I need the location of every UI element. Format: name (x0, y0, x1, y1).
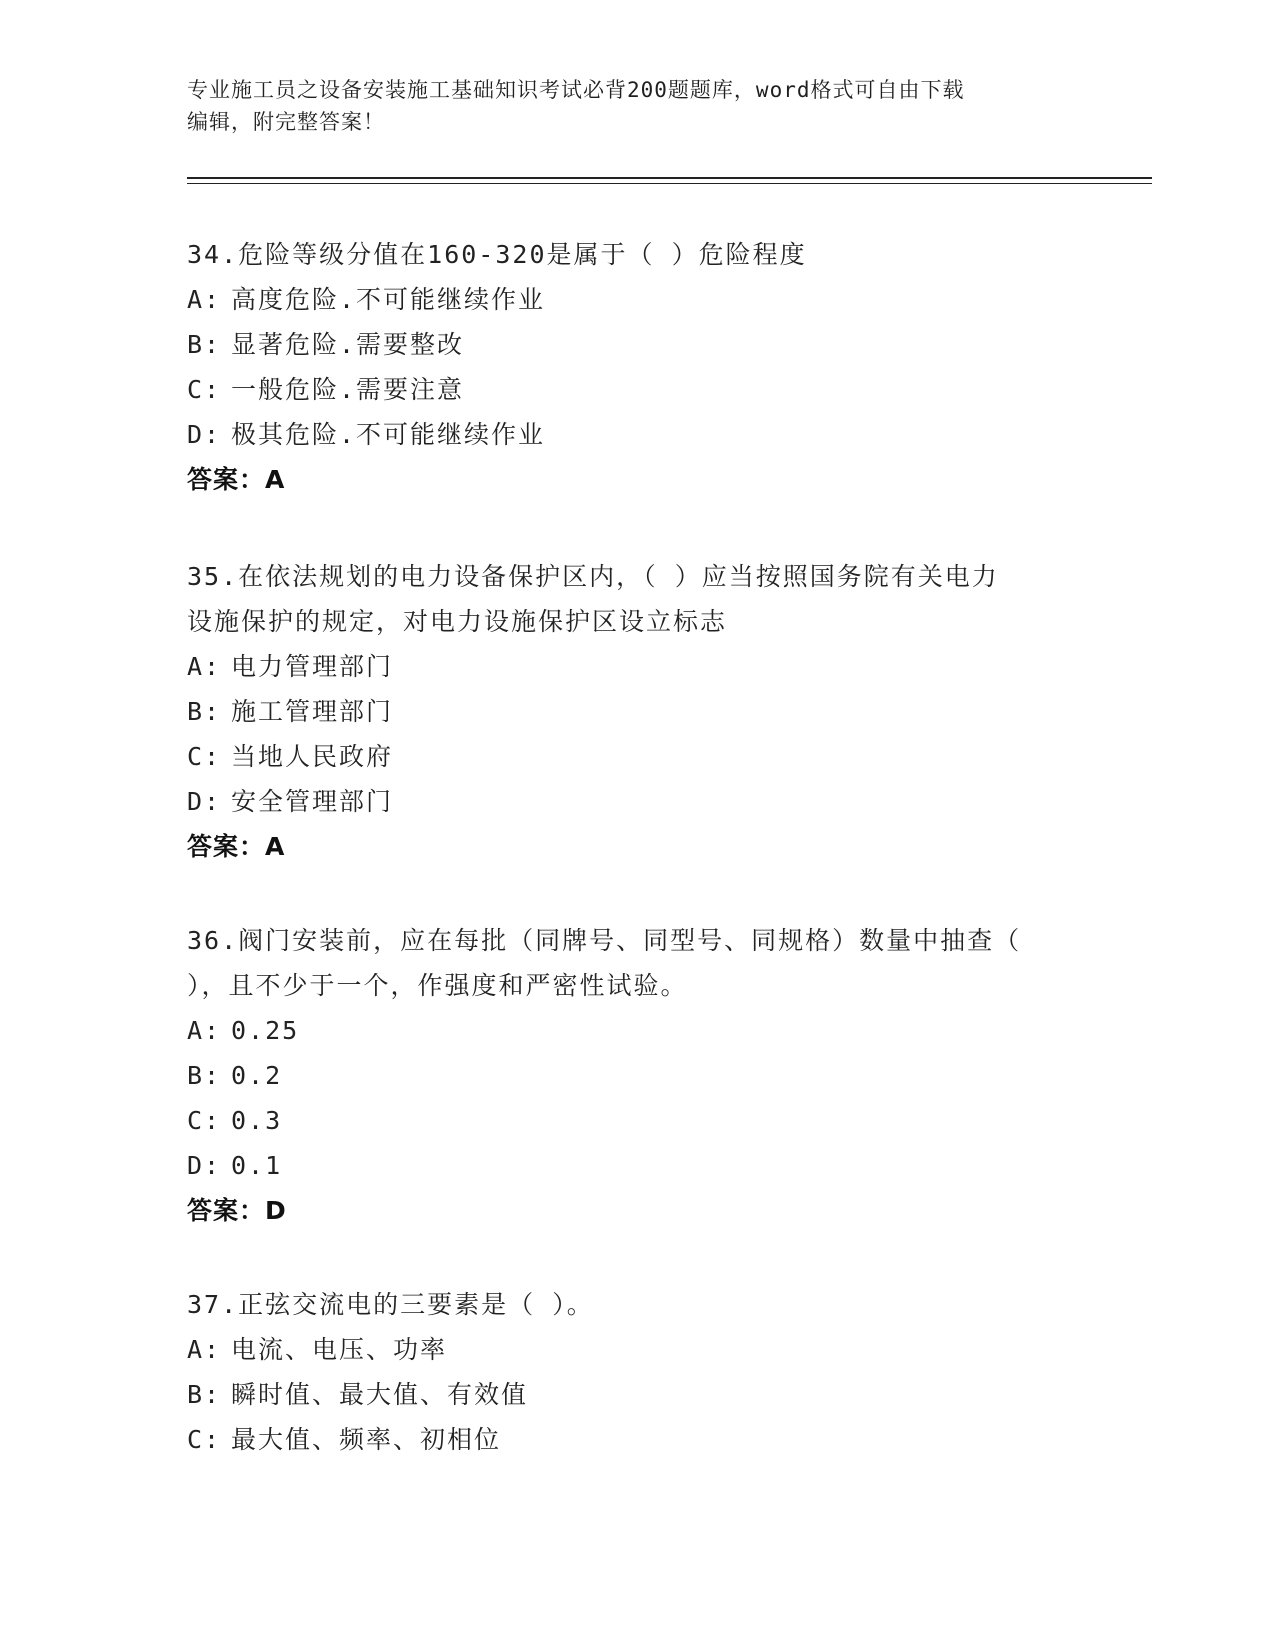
answer-line: 答案：D (187, 1196, 287, 1225)
option-text: 当地人民政府 (231, 742, 394, 771)
option-text: 0.25 (231, 1016, 300, 1045)
option-text: 一般危险.需要注意 (231, 375, 465, 404)
option-text: 施工管理部门 (231, 697, 394, 726)
option-letter: D: (187, 1151, 222, 1180)
answer-line: 答案：A (187, 465, 286, 494)
option-letter: D: (187, 420, 222, 449)
option-c (187, 734, 1087, 779)
header-divider-thick (187, 177, 1152, 179)
document-header (187, 74, 1087, 138)
option-b (187, 1372, 1087, 1417)
option-a (187, 1327, 1087, 1372)
option-letter: B: (187, 1380, 222, 1409)
option-text: 高度危险.不可能继续作业 (231, 285, 546, 314)
option-text: 显著危险.需要整改 (231, 330, 465, 359)
question-stem-line-2: ），且不少于一个，作强度和严密性试验。 (187, 971, 688, 1000)
option-a (187, 277, 1087, 322)
option-letter: A: (187, 285, 222, 314)
option-c (187, 1098, 1087, 1143)
option-letter: A: (187, 652, 222, 681)
option-letter: D: (187, 787, 222, 816)
option-letter: C: (187, 742, 222, 771)
option-b (187, 322, 1087, 367)
option-text: 安全管理部门 (231, 787, 394, 816)
option-b (187, 689, 1087, 734)
header-line-1: 专业施工员之设备安装施工基础知识考试必背200题题库，word格式可自由下载 (187, 78, 965, 102)
option-letter: B: (187, 1061, 222, 1090)
option-letter: A: (187, 1016, 222, 1045)
option-letter: B: (187, 697, 222, 726)
option-letter: C: (187, 375, 222, 404)
question-stem-line-1: 35.在依法规划的电力设备保护区内，（ ）应当按照国务院有关电力 (187, 562, 999, 591)
option-text: 电力管理部门 (231, 652, 394, 681)
option-d (187, 779, 1087, 824)
question-34 (187, 232, 1087, 502)
option-text: 瞬时值、最大值、有效值 (231, 1380, 529, 1409)
option-c (187, 1417, 1087, 1462)
question-stem: 37.正弦交流电的三要素是（ ）。 (187, 1290, 594, 1319)
option-text: 极其危险.不可能继续作业 (231, 420, 546, 449)
option-letter: C: (187, 1425, 222, 1454)
option-letter: C: (187, 1106, 222, 1135)
question-stem-line-2: 设施保护的规定，对电力设施保护区设立标志 (187, 607, 728, 636)
question-stem-line-1: 36.阀门安装前，应在每批（同牌号、同型号、同规格）数量中抽查（ (187, 926, 1022, 955)
option-text: 0.1 (231, 1151, 283, 1180)
option-a (187, 1008, 1087, 1053)
option-text: 电流、电压、功率 (231, 1335, 448, 1364)
option-text: 最大值、频率、初相位 (231, 1425, 502, 1454)
option-text: 0.3 (231, 1106, 283, 1135)
option-d (187, 412, 1087, 457)
question-37 (187, 1282, 1087, 1462)
option-letter: A: (187, 1335, 222, 1364)
header-line-2: 编辑，附完整答案！ (187, 110, 385, 134)
option-letter: B: (187, 330, 222, 359)
question-36 (187, 918, 1087, 1233)
option-text: 0.2 (231, 1061, 283, 1090)
option-c (187, 367, 1087, 412)
question-stem: 34.危险等级分值在160-320是属于（ ）危险程度 (187, 240, 807, 269)
option-a (187, 644, 1087, 689)
option-b (187, 1053, 1087, 1098)
header-divider-thin (187, 183, 1152, 184)
option-d (187, 1143, 1087, 1188)
answer-line: 答案：A (187, 832, 286, 861)
question-35 (187, 554, 1087, 869)
